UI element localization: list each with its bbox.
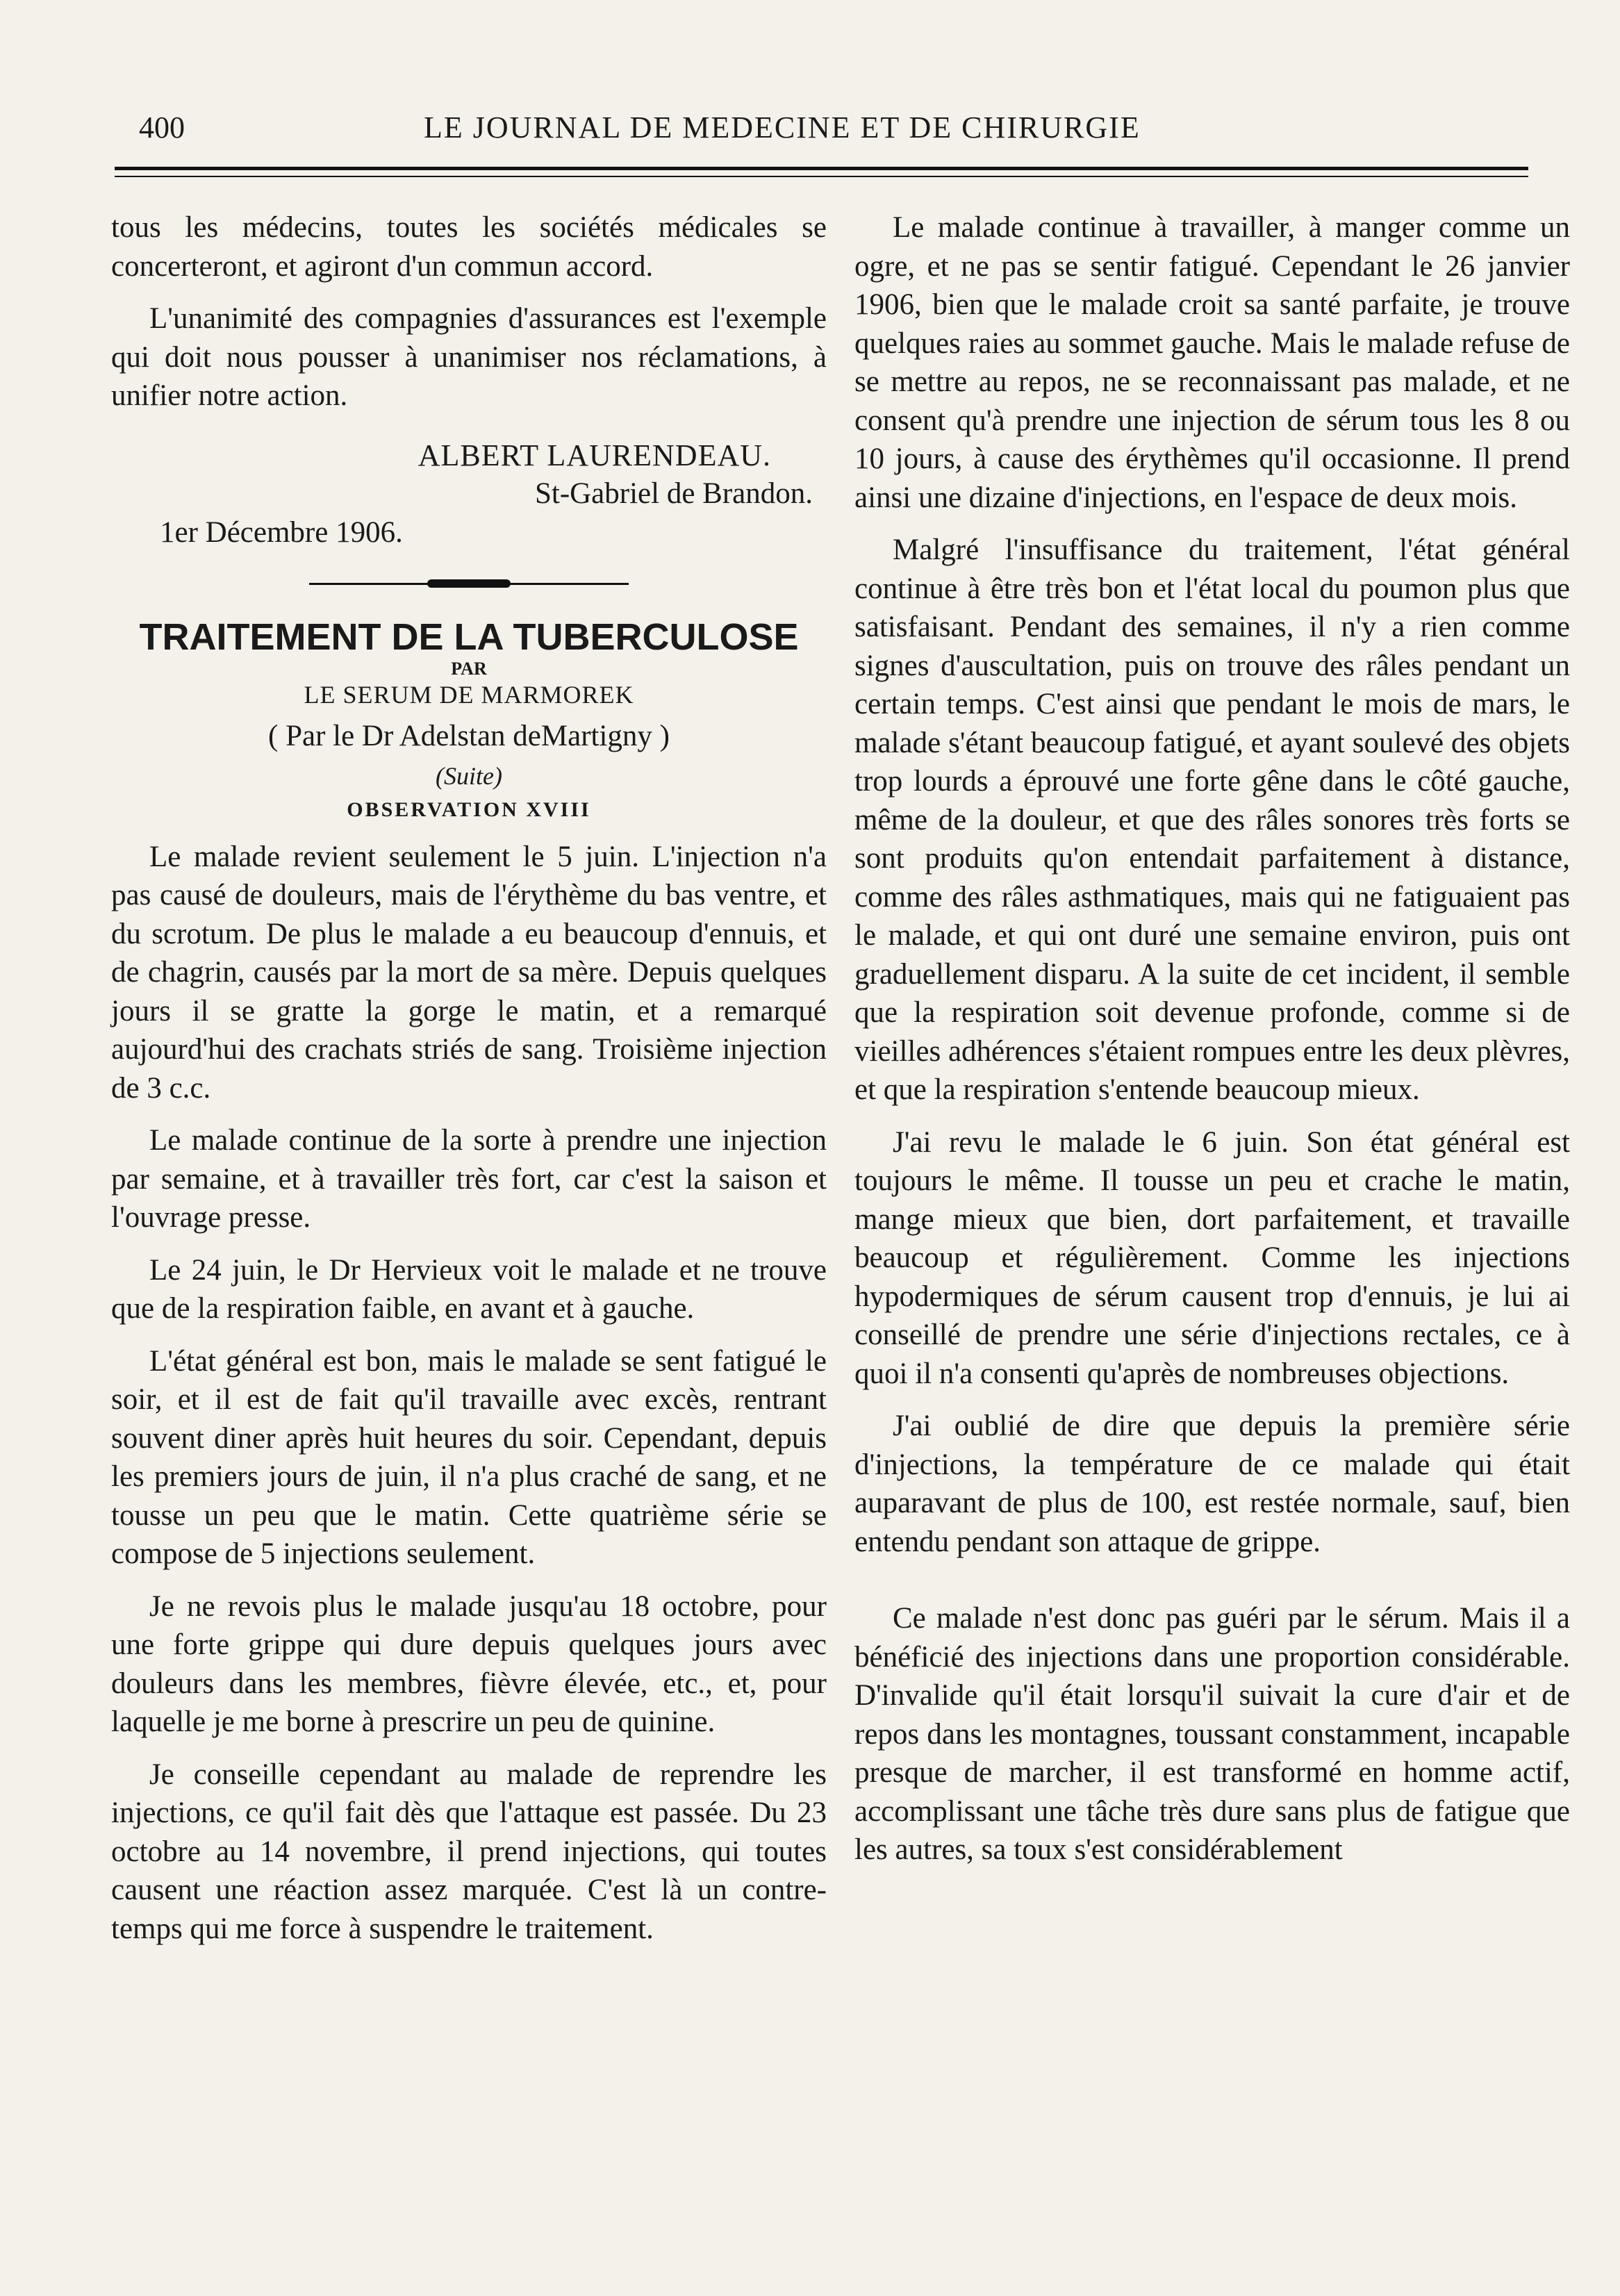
article-author: ( Par le Dr Adelstan deMartigny ) (268, 720, 670, 752)
paragraph: J'ai oublié de dire que depuis la première série d'injections, la température de ce malade qui était auparavant de plus de 100, est restée normale, sauf, bien entendu pendant son attaque de grippe. (854, 1410, 1570, 1558)
signature-date: 1er Décembre 1906. (160, 515, 403, 549)
paragraph: Je ne revois plus le malade jusqu'au 18 octobre, pour une forte grippe qui dure depuis quelques jours avec douleurs dans les membres, fièvre élevée, etc., et, pour laquelle je me borne à prescrire un peu de quinine. (111, 1589, 827, 1738)
section-divider (309, 579, 629, 588)
article-subtitle: LE SERUM DE MARMOREK (304, 681, 634, 709)
paragraph: Malgré l'insuffisance du traitement, l'état général continue à être très bon et l'état local du poumon plus que satisfaisant. Pendant des semaines, il n'y a rien comme signes d'auscultation, puis on trouve des râles pendant un certain temps. C'est ainsi que pendant le mois de mars, le malade s'étant beaucoup fatigué, et ayant soulevé des objets trop lourds a éprouvé une forte gêne dans le côté gauche, même de la douleur, et que des râles sonores très forts se sont produits qu'on entendait parfaitement à distance, comme des râles asthmatiques, mais qui ne fatiguaient pas le malade, et qui ont duré une semaine environ, puis ont graduellement disparu. A la suite de cet incident, il semble que la respiration soit devenue profonde, comme si de vieilles adhérences s'étaient rompues entre les deux plèvres, et que la respiration s'entende beaucoup mieux. (854, 534, 1570, 1106)
article-title: TRAITEMENT DE LA TUBERCULOSE (139, 616, 799, 658)
signature: ALBERT LAURENDEAU. (418, 438, 771, 472)
paragraph: Le malade continue à travailler, à manger comme un ogre, et ne pas se sentir fatigué. Cependant le 26 janvier 1906, bien que le malade croit sa santé parfaite, je trouve quelques raies au sommet gauche. Mais le malade refuse de se mettre au repos, ne se reconnaissant pas malade, et ne consent qu'à prendre une injection de sérum tous les 8 ou 10 jours, à cause des érythèmes qu'il occasionne. Il prend ainsi une dizaine d'injections, en l'espace de deux mois. (854, 211, 1570, 514)
header-rule (115, 167, 1528, 177)
paragraph: Je conseille cependant au malade de reprendre les injections, ce qu'il fait dès que l'attaque est passée. Du 23 octobre au 14 novembre, il prend injections, qui toutes causent une réaction assez marquée. C'est là un contre-temps qui me force à suspendre le traitement. (111, 1758, 827, 1945)
article-suite: (Suite) (436, 761, 502, 790)
page-header (139, 104, 1459, 160)
paragraph: tous les médecins, toutes les sociétés médicales se concerteront, et agiront d'un commun accord. (111, 211, 827, 283)
signature-place: St-Gabriel de Brandon. (534, 477, 813, 510)
left-column (111, 208, 827, 1962)
observation-heading: OBSERVATION XVIII (347, 798, 591, 821)
paragraph: Ce malade n'est donc pas guéri par le sérum. Mais il a bénéficié des injections dans une proportion considérable. D'invalide qu'il était lorsqu'il suivait la cure d'air et de repos dans les montagnes, toussant constamment, incapable presque de marcher, il est transformé en homme actif, accomplissant une tâche très dure sans plus de fatigue que les autres, sa toux s'est considérablement (854, 1602, 1570, 1866)
paragraph: J'ai revu le malade le 6 juin. Son état général est toujours le même. Il tousse un peu et crache le matin, mange mieux que bien, dort parfaitement, et travaille beaucoup et régulièrement. Comme les injections hypodermiques de sérum causent trop d'ennuis, je lui ai conseillé de prendre une série d'injections rectales, ce à quoi il n'a consenti qu'après de nombreuses objections. (854, 1125, 1570, 1390)
paragraph: Le malade continue de la sorte à prendre une injection par semaine, et à travailler très fort, car c'est la saison et l'ouvrage presse. (111, 1124, 827, 1234)
right-column (854, 208, 1570, 1883)
page-number: 400 (139, 110, 185, 144)
article-par: PAR (451, 659, 487, 679)
paragraph: L'unanimité des compagnies d'assurances est l'exemple qui doit nous pousser à unanimiser nos réclamations, à unifier notre action. (111, 302, 827, 412)
running-title: LE JOURNAL DE MEDECINE ET DE CHIRURGIE (424, 110, 1141, 144)
paragraph: Le malade revient seulement le 5 juin. L'injection n'a pas causé de douleurs, mais de l'érythème du bas ventre, et du scrotum. De plus le malade a eu beaucoup d'ennuis, et de chagrin, causés par la mort de sa mère. Depuis quelques jours il se gratte la gorge le matin, et a remarqué aujourd'hui des crachats striés de sang. Troisième injection de 3 c.c. (111, 840, 827, 1105)
paragraph: Le 24 juin, le Dr Hervieux voit le malade et ne trouve que de la respiration faible, en avant et à gauche. (111, 1253, 827, 1325)
paragraph: L'état général est bon, mais le malade se sent fatigué le soir, et il est de fait qu'il travaille avec excès, rentrant souvent diner après huit heures du soir. Cependant, depuis les premiers jours de juin, il n'a plus craché de sang, et ne tousse un peu que le matin. Cette quatrième série se compose de 5 injections seulement. (111, 1344, 827, 1570)
